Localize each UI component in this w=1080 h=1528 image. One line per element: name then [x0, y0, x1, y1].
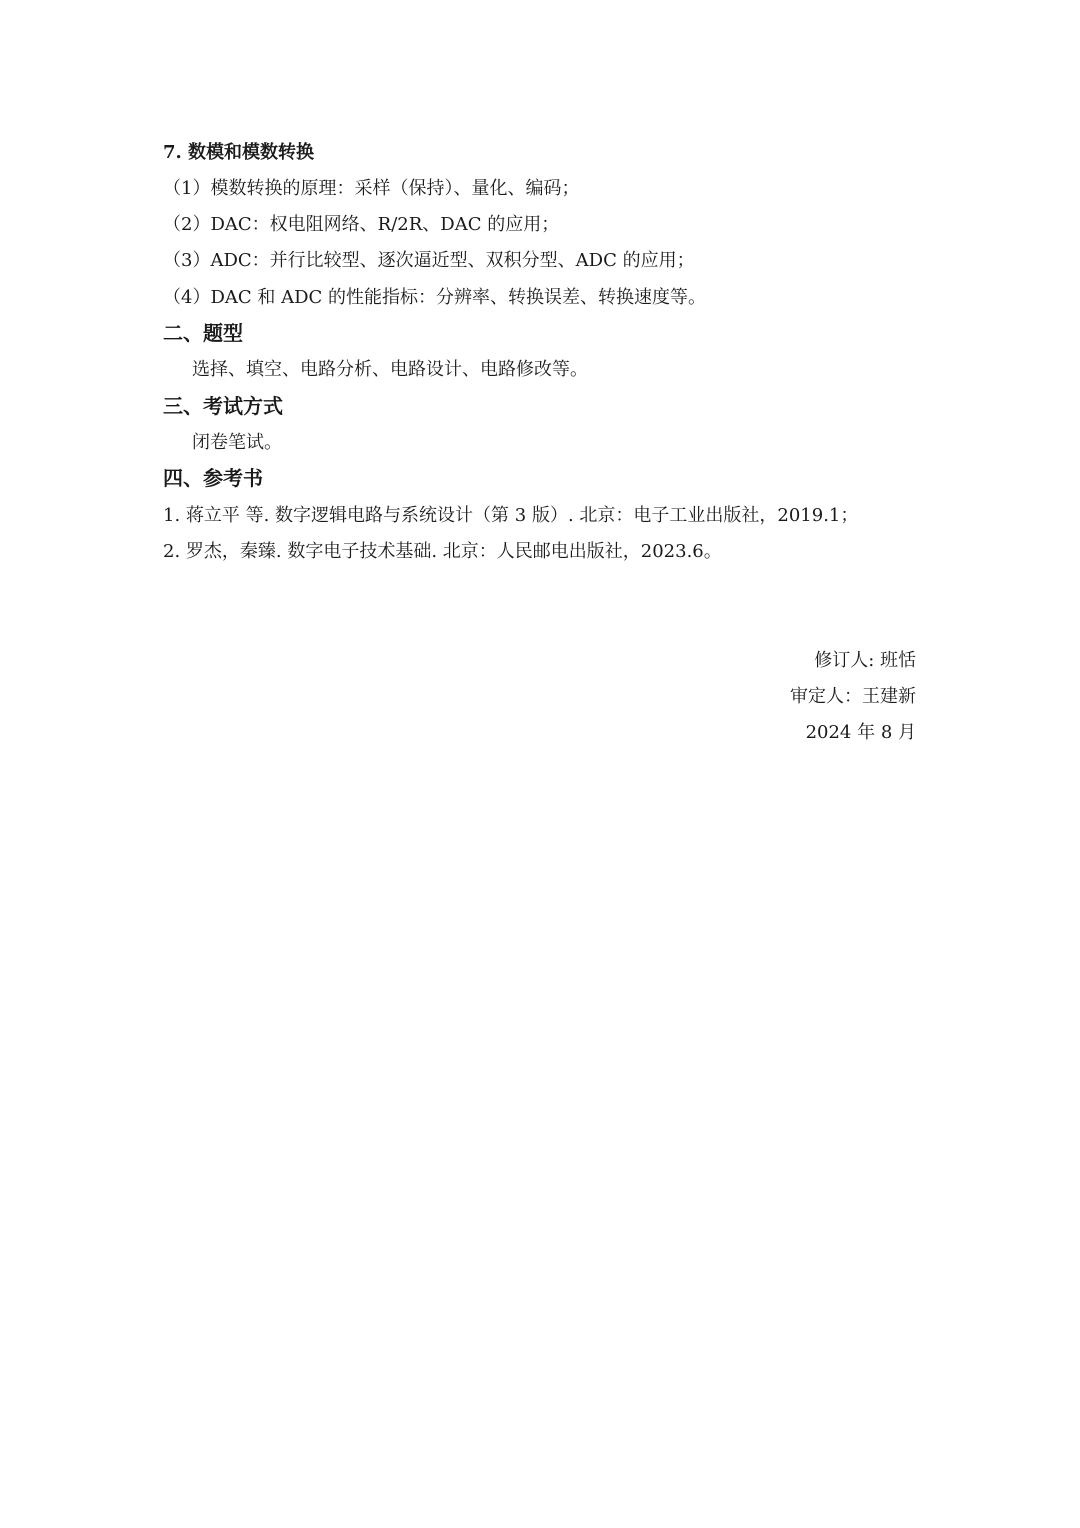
section-7-item-4: （4）DAC 和 ADC 的性能指标：分辨率、转换误差、转换速度等。 [163, 287, 707, 308]
reviser-line: 修订人: 班恬 [814, 650, 916, 671]
reference-1: 1. 蒋立平 等. 数字逻辑电路与系统设计（第 3 版）. 北京：电子工业出版社，2019.1； [163, 505, 859, 526]
question-types-text: 选择、填空、电路分析、电路设计、电路修改等。 [192, 359, 588, 380]
question-types-heading: 二、题型 [163, 321, 243, 345]
section-7-item-1: （1）模数转换的原理：采样（保持）、量化、编码； [163, 178, 580, 199]
exam-format-heading: 三、考试方式 [163, 394, 283, 418]
reference-2: 2. 罗杰，秦臻. 数字电子技术基础. 北京：人民邮电出版社，2023.6。 [163, 541, 722, 562]
section-7-title: 7. 数模和模数转换 [163, 142, 315, 163]
date-line: 2024 年 8 月 [805, 722, 916, 743]
section-7-item-2: （2）DAC：权电阻网络、R/2R、DAC 的应用； [163, 214, 560, 235]
references-heading: 四、参考书 [163, 466, 263, 490]
exam-format-text: 闭卷笔试。 [192, 432, 282, 453]
section-7-item-3: （3）ADC：并行比较型、逐次逼近型、双积分型、ADC 的应用； [163, 250, 695, 271]
approver-line: 审定人：王建新 [790, 686, 916, 707]
